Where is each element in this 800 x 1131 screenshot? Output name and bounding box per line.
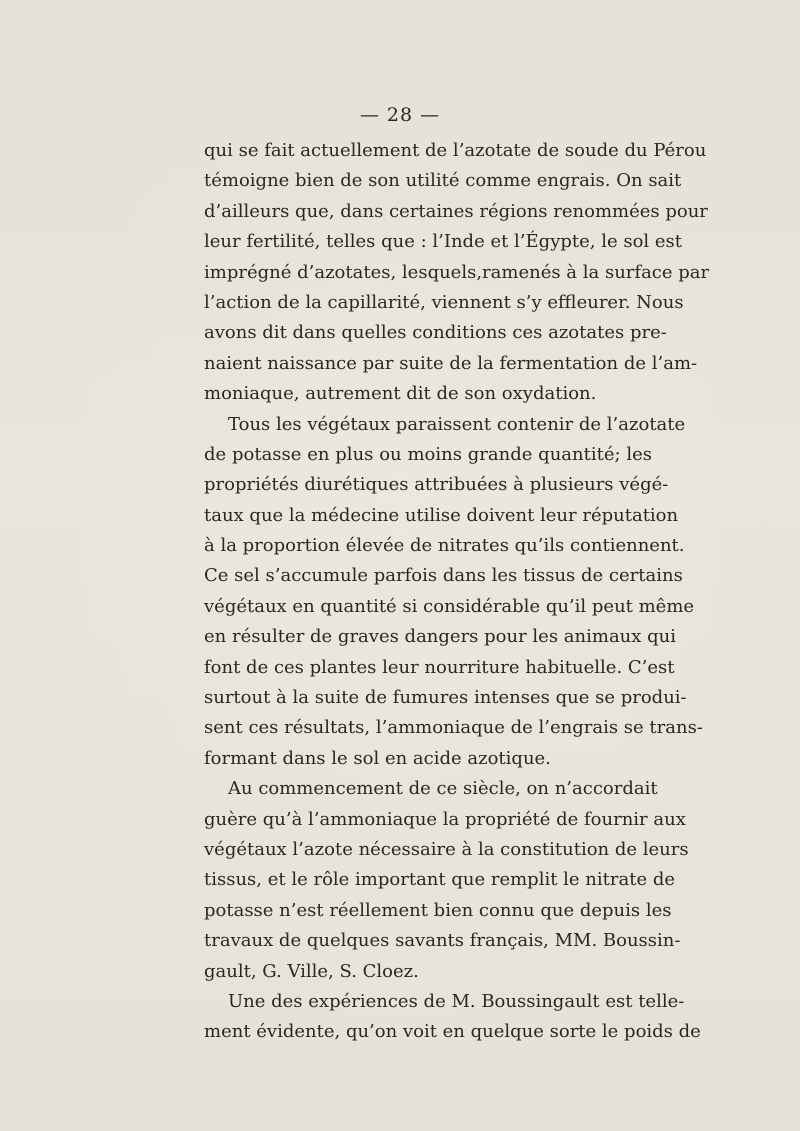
body-text bbox=[204, 136, 710, 1048]
page-number: — 28 — bbox=[359, 104, 441, 126]
text-line: guère qu’à l’ammoniaque la propriété de fournir aux bbox=[204, 808, 686, 830]
paragraph-first-line: Tous les végétaux paraissent contenir de l’azotate bbox=[228, 413, 686, 435]
text-line: de potasse en plus ou moins grande quantité; les bbox=[204, 443, 652, 465]
text-line: végétaux en quantité si considérable qu’il peut même bbox=[204, 595, 695, 617]
paragraph-first-line: Au commencement de ce siècle, on n’accordait bbox=[228, 778, 658, 800]
text-line: l’action de la capillarité, viennent s’y effleurer. Nous bbox=[204, 291, 684, 313]
paragraph-first-line: Une des expériences de M. Boussingault est telle- bbox=[228, 990, 685, 1012]
text-line: avons dit dans quelles conditions ces azotates pre- bbox=[204, 322, 667, 344]
text-line: naient naissance par suite de la fermentation de l’am- bbox=[204, 352, 698, 374]
text-line: imprégné d’azotates, lesquels,ramenés à la surface par bbox=[204, 261, 710, 283]
text-line: formant dans le sol en acide azotique. bbox=[204, 747, 551, 769]
text-line: à la proportion élevée de nitrates qu’ils contiennent. bbox=[204, 535, 685, 557]
text-line: travaux de quelques savants français, MM. Boussin- bbox=[204, 930, 681, 952]
text-line: surtout à la suite de fumures intenses que se produi- bbox=[204, 687, 687, 709]
text-line: font de ces plantes leur nourriture habituelle. C’est bbox=[204, 656, 675, 678]
text-line: gault, G. Ville, S. Cloez. bbox=[204, 960, 419, 982]
text-line: d’ailleurs que, dans certaines régions renommées pour bbox=[204, 200, 708, 222]
text-line: tissus, et le rôle important que remplit le nitrate de bbox=[204, 869, 675, 891]
text-line: sent ces résultats, l’ammoniaque de l’engrais se trans- bbox=[204, 717, 703, 739]
text-line: leur fertilité, telles que : l’Inde et l’Égypte, le sol est bbox=[204, 231, 683, 253]
text-line: qui se fait actuellement de l’azotate de soude du Pérou bbox=[204, 140, 707, 161]
text-line: moniaque, autrement dit de son oxydation. bbox=[204, 383, 597, 405]
text-line: propriétés diurétiques attribuées à plusieurs végé- bbox=[204, 474, 669, 496]
text-line: taux que la médecine utilise doivent leur réputation bbox=[204, 504, 679, 526]
text-line: potasse n’est réellement bien connu que depuis les bbox=[204, 899, 672, 921]
text-line: en résulter de graves dangers pour les animaux qui bbox=[204, 626, 677, 648]
text-line: ment évidente, qu’on voit en quelque sorte le poids de bbox=[204, 1021, 701, 1043]
text-line: végétaux l’azote nécessaire à la constitution de leurs bbox=[204, 838, 689, 860]
text-line: témoigne bien de son utilité comme engrais. On sait bbox=[204, 170, 682, 192]
text-line: Ce sel s’accumule parfois dans les tissus de certains bbox=[204, 565, 683, 587]
